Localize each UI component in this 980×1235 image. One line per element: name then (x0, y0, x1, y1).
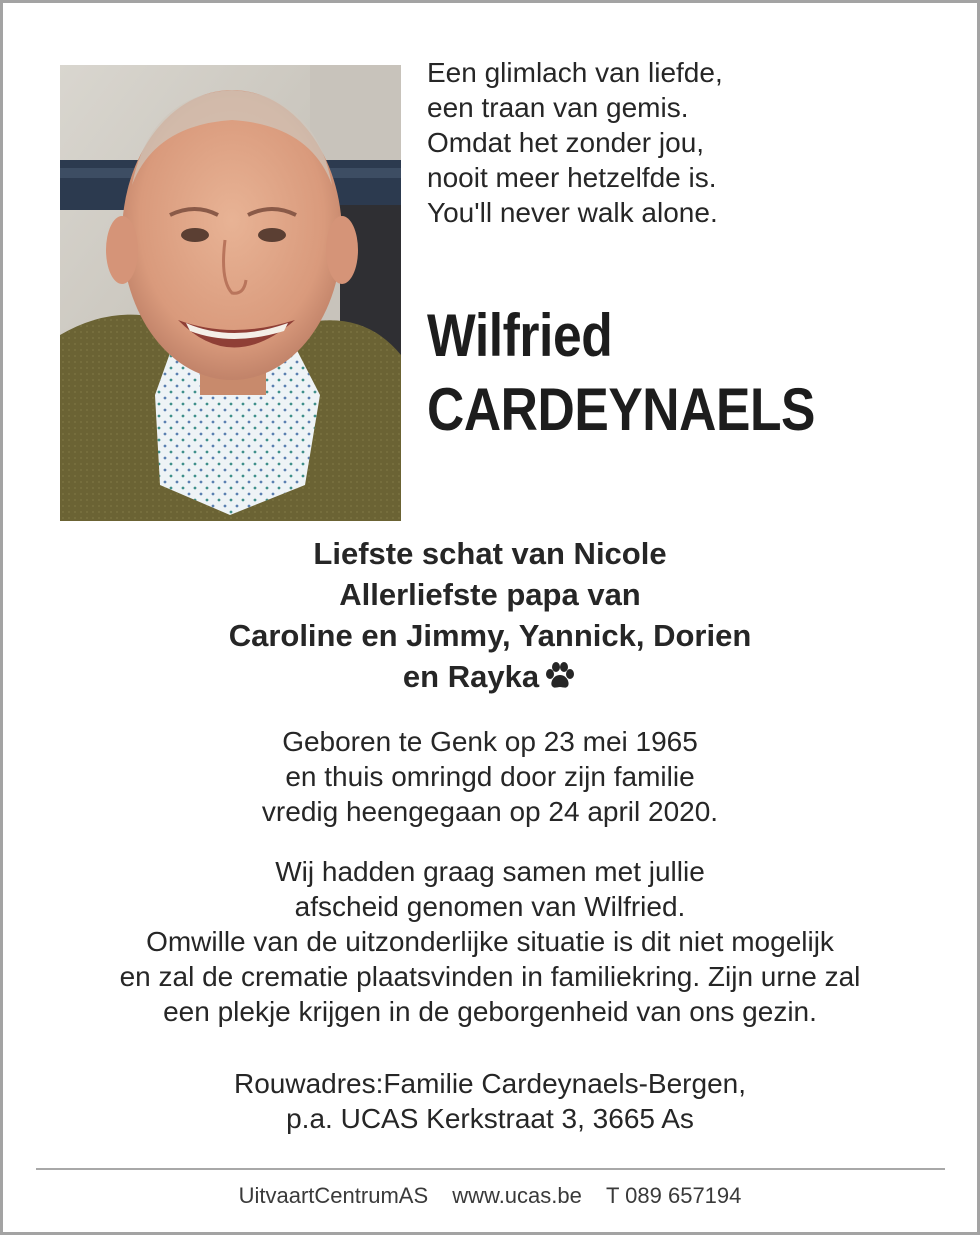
poem-line: You'll never walk alone. (427, 197, 718, 228)
poem-line: een traan van gemis. (427, 92, 689, 123)
poem (427, 55, 723, 230)
family-message (3, 533, 977, 701)
farewell-line: en zal de crematie plaatsvinden in familiekring. Zijn urne zal (119, 961, 861, 992)
farewell-message (3, 854, 977, 1029)
footer-phone: T 089 657194 (606, 1183, 742, 1208)
last-name: CARDEYNAELS (427, 376, 816, 443)
family-line: en Rayka (402, 659, 540, 694)
footer-divider (36, 1168, 945, 1170)
birth-line: en thuis omringd door zijn familie (285, 761, 695, 792)
paw-icon (543, 660, 577, 701)
address-line: Rouwadres:Familie Cardeynaels-Bergen, (233, 1068, 746, 1099)
footer (3, 1181, 977, 1211)
family-line: Caroline en Jimmy, Yannick, Dorien (228, 618, 752, 653)
birth-line: Geboren te Genk op 23 mei 1965 (282, 726, 698, 757)
birth-death-info (3, 724, 977, 829)
first-name: Wilfried (427, 302, 613, 369)
farewell-line: Omwille van de uitzonderlijke situatie is dit niet mogelijk (146, 926, 834, 957)
mourning-address (3, 1066, 977, 1136)
address-line: p.a. UCAS Kerkstraat 3, 3665 As (286, 1103, 694, 1134)
footer-company: UitvaartCentrumAS (238, 1183, 429, 1208)
portrait-photo (60, 65, 401, 521)
farewell-line: een plekje krijgen in de geborgenheid van ons gezin. (163, 996, 817, 1027)
poem-line: Omdat het zonder jou, (427, 127, 705, 158)
poem-line: Een glimlach van liefde, (427, 57, 723, 88)
birth-line: vredig heengegaan op 24 april 2020. (261, 796, 719, 827)
deceased-name (427, 299, 815, 447)
farewell-line: Wij hadden graag samen met jullie (275, 856, 705, 887)
farewell-line: afscheid genomen van Wilfried. (294, 891, 686, 922)
poem-line: nooit meer hetzelfde is. (427, 162, 717, 193)
family-line: Allerliefste papa van (339, 577, 641, 612)
family-line: Liefste schat van Nicole (313, 536, 667, 571)
footer-website[interactable]: www.ucas.be (452, 1183, 582, 1208)
family-line-last (3, 656, 977, 701)
